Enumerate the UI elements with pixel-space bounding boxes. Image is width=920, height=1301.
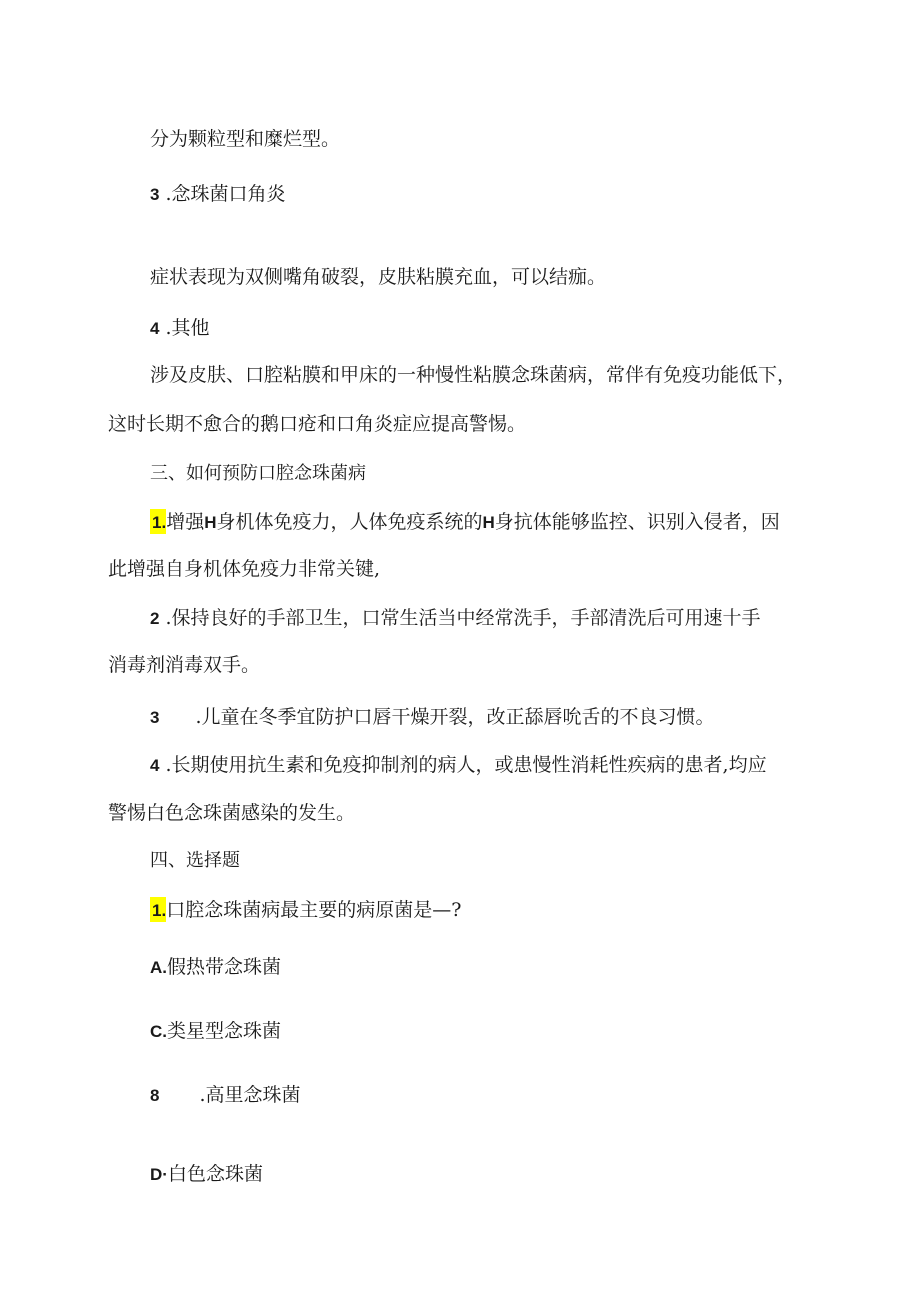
list-item-2 — [150, 606, 761, 631]
item-number: 3 — [150, 708, 160, 727]
item-number: 2 — [150, 609, 160, 628]
option-text: 假热带念珠菌 — [167, 956, 282, 978]
list-item-3b — [150, 705, 715, 730]
list-item-4b — [150, 753, 767, 778]
item-number-highlighted: 1. — [150, 509, 166, 534]
paragraph-line: 分为颗粒型和糜烂型。 — [150, 128, 341, 150]
option-d — [150, 1162, 263, 1187]
item-text: .长期使用抗生素和免疫抑制剂的病人，或患慢性消耗性疾病的患者,均应 — [165, 754, 767, 776]
option-b — [150, 1083, 301, 1108]
list-item-4 — [150, 316, 210, 341]
option-text: .高里念珠菌 — [199, 1084, 301, 1106]
section-heading: 三、如何预防口腔念珠菌病 — [150, 463, 366, 484]
paragraph-line: 警惕白色念珠菌感染的发生。 — [108, 802, 356, 824]
item-number: 3 — [150, 185, 160, 204]
option-label: C. — [150, 1022, 167, 1041]
item-text: 增强 — [166, 511, 205, 533]
paragraph-line: 此增强自身机体免疫力非常关键, — [108, 558, 381, 580]
item-number: 4 — [150, 756, 160, 775]
option-label: D· — [150, 1165, 168, 1184]
item-text: .念珠菌口角炎 — [165, 183, 286, 205]
question-1 — [150, 898, 461, 923]
item-number: 4 — [150, 319, 160, 338]
question-text: 口腔念珠菌病最主要的病原菌是—? — [166, 899, 462, 921]
item-text: .儿童在冬季宜防护口唇干燥开裂，改正舔唇吮舌的不良习惯。 — [195, 706, 715, 728]
option-c — [150, 1019, 281, 1044]
paragraph-line: 症状表现为双侧嘴角破裂，皮肤粘膜充血，可以结痂。 — [150, 266, 607, 288]
option-a — [150, 955, 281, 980]
item-text: .其他 — [165, 317, 210, 339]
paragraph-line: 消毒剂消毒双手。 — [108, 654, 261, 676]
item-text: H — [204, 513, 217, 532]
option-text: 白色念珠菌 — [167, 1163, 263, 1185]
item-text: .保持良好的手部卫生，口常生活当中经常洗手，手部清洗后可用速十手 — [165, 607, 761, 629]
option-label: A. — [150, 958, 167, 977]
item-text: 身机体免疫力，人体免疫系统的 — [216, 511, 483, 533]
section-heading: 四、选择题 — [150, 850, 240, 871]
item-text: 身抗体能够监控、识别入侵者，因 — [494, 511, 780, 533]
option-text: 类星型念珠菌 — [167, 1020, 282, 1042]
paragraph-line: 这时长期不愈合的鹅口疮和口角炎症应提高警惕。 — [108, 413, 527, 435]
paragraph-line: 涉及皮肤、口腔粘膜和甲床的一种慢性粘膜念珠菌病，常伴有免疫功能低下， — [150, 364, 797, 386]
item-text: H — [482, 513, 495, 532]
list-item-1 — [150, 510, 780, 535]
item-number-highlighted: 1. — [150, 897, 166, 922]
option-label: 8 — [150, 1086, 160, 1105]
list-item-3 — [150, 182, 286, 207]
